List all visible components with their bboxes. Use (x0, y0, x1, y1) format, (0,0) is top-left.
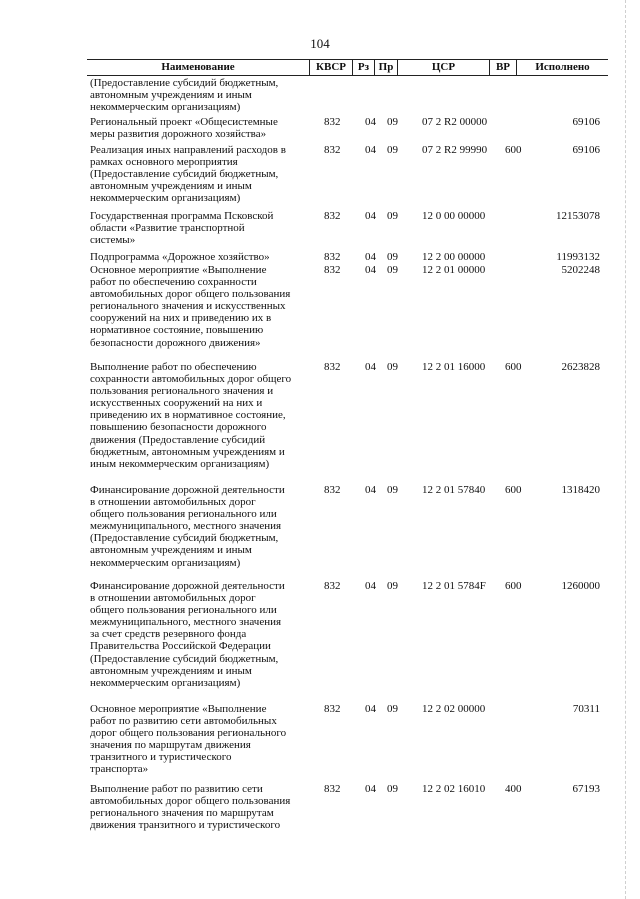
row-rz: 04 (365, 580, 376, 592)
row-name: Региональный проект «Общесистемные меры развития дорожного хозяйства» (90, 116, 278, 141)
row-csr: 07 2 R2 99990 (422, 144, 488, 156)
row-name: Основное мероприятие «Выполнение работ по обеспечению сохранности автомобильных дорог общего пользования регионального значения и искусственных сооружений на них и приведению их в нормативное состояние, повышению безопасности дорожного движения» (90, 264, 291, 349)
row-amount: 1318420 (561, 484, 600, 496)
row-name: Выполнение работ по обеспечению сохранности автомобильных дорог общего пользования регионального значения и искусственных сооружений на них и приведению их в нормативное состояние, повышению безопасности дорожного движения (Предоставление субсидий бюджетным, автономным учреждениям и иным некоммерческим организациям) (90, 361, 292, 470)
header-amount: Исполнено (516, 60, 608, 75)
row-vr: 600 (505, 484, 522, 496)
row-rz: 04 (365, 264, 376, 276)
row-kvsr: 832 (324, 116, 341, 128)
row-vr: 600 (505, 144, 522, 156)
row-pr: 09 (387, 361, 398, 373)
page-edge (625, 0, 627, 899)
row-pr: 09 (387, 251, 398, 263)
row-rz: 04 (365, 144, 376, 156)
table-header (87, 59, 608, 76)
row-csr: 12 2 01 5784F (422, 580, 486, 592)
row-rz: 04 (365, 484, 376, 496)
header-pr: Пр (374, 60, 397, 75)
header-vr: ВР (489, 60, 516, 75)
row-amount: 12153078 (556, 210, 600, 222)
row-amount: 2623828 (561, 361, 600, 373)
row-amount: 1260000 (561, 580, 600, 592)
row-vr: 600 (505, 361, 522, 373)
row-name: Государственная программа Псковской области «Развитие транспортной системы» (90, 210, 274, 247)
row-csr: 12 2 01 57840 (422, 484, 486, 496)
row-csr: 12 2 01 00000 (422, 264, 486, 276)
row-kvsr: 832 (324, 361, 341, 373)
row-name: Выполнение работ по развитию сети автомобильных дорог общего пользования регионального значения по маршрутам движения транзитного и туристического (90, 783, 291, 832)
row-name: Основное мероприятие «Выполнение работ по развитию сети автомобильных дорог общего пользования регионального значения по маршрутам движения транзитного и туристического транспорта» (90, 703, 287, 776)
row-rz: 04 (365, 703, 376, 715)
header-rz: Рз (352, 60, 374, 75)
row-rz: 04 (365, 210, 376, 222)
row-kvsr: 832 (324, 144, 341, 156)
row-amount: 70311 (572, 703, 600, 715)
header-kvsr: КВСР (309, 60, 352, 75)
row-amount: 69106 (572, 116, 600, 128)
row-pr: 09 (387, 116, 398, 128)
row-csr: 12 2 00 00000 (422, 251, 486, 263)
row-kvsr: 832 (324, 210, 341, 222)
row-rz: 04 (365, 116, 376, 128)
row-amount: 5202248 (561, 264, 600, 276)
row-pr: 09 (387, 703, 398, 715)
row-kvsr: 832 (324, 580, 341, 592)
row-rz: 04 (365, 251, 376, 263)
row-pr: 09 (387, 783, 398, 795)
row-pr: 09 (387, 210, 398, 222)
page-number: 104 (310, 36, 330, 51)
row-name: Финансирование дорожной деятельности в отношении автомобильных дорог общего пользования регионального или межмуниципального, местного значения за счет средств резервного фонда Правительства Российской Федерации (Предоставление субсидий бюджетным, автономным учреждениям и иным некоммерческим организациям) (90, 580, 285, 689)
row-amount: 69106 (572, 144, 600, 156)
row-vr: 400 (505, 783, 522, 795)
row-rz: 04 (365, 361, 376, 373)
row-amount: 11993132 (556, 251, 600, 263)
row-csr: 12 2 01 16000 (422, 361, 486, 373)
row-kvsr: 832 (324, 264, 341, 276)
row-amount: 67193 (572, 783, 600, 795)
row-csr: 12 0 00 00000 (422, 210, 486, 222)
row-pr: 09 (387, 484, 398, 496)
row-vr: 600 (505, 580, 522, 592)
row-name: Подпрограмма «Дорожное хозяйство» (90, 251, 270, 263)
row-kvsr: 832 (324, 703, 341, 715)
row-pr: 09 (387, 580, 398, 592)
row-csr: 12 2 02 00000 (422, 703, 486, 715)
row-csr: 12 2 02 16010 (422, 783, 486, 795)
header-name: Наименование (161, 61, 235, 73)
row-pr: 09 (387, 264, 398, 276)
row-kvsr: 832 (324, 251, 341, 263)
row-kvsr: 832 (324, 484, 341, 496)
row-kvsr: 832 (324, 783, 341, 795)
row-name: Финансирование дорожной деятельности в отношении автомобильных дорог общего пользования регионального или межмуниципального, местного значения (Предоставление субсидий бюджетным, автономным учреждениям и иным некоммерческим организациям) (90, 484, 285, 569)
row-rz: 04 (365, 783, 376, 795)
row-name: Реализация иных направлений расходов в рамках основного мероприятия (Предоставление субсидий бюджетным, автономным учреждениям и иным некоммерческим организациям) (90, 144, 286, 205)
row-pr: 09 (387, 144, 398, 156)
row-csr: 07 2 R2 00000 (422, 116, 488, 128)
row-name: (Предоставление субсидий бюджетным, автономным учреждениям и иным некоммерческим организациям) (90, 77, 279, 114)
header-csr: ЦСР (397, 60, 489, 75)
